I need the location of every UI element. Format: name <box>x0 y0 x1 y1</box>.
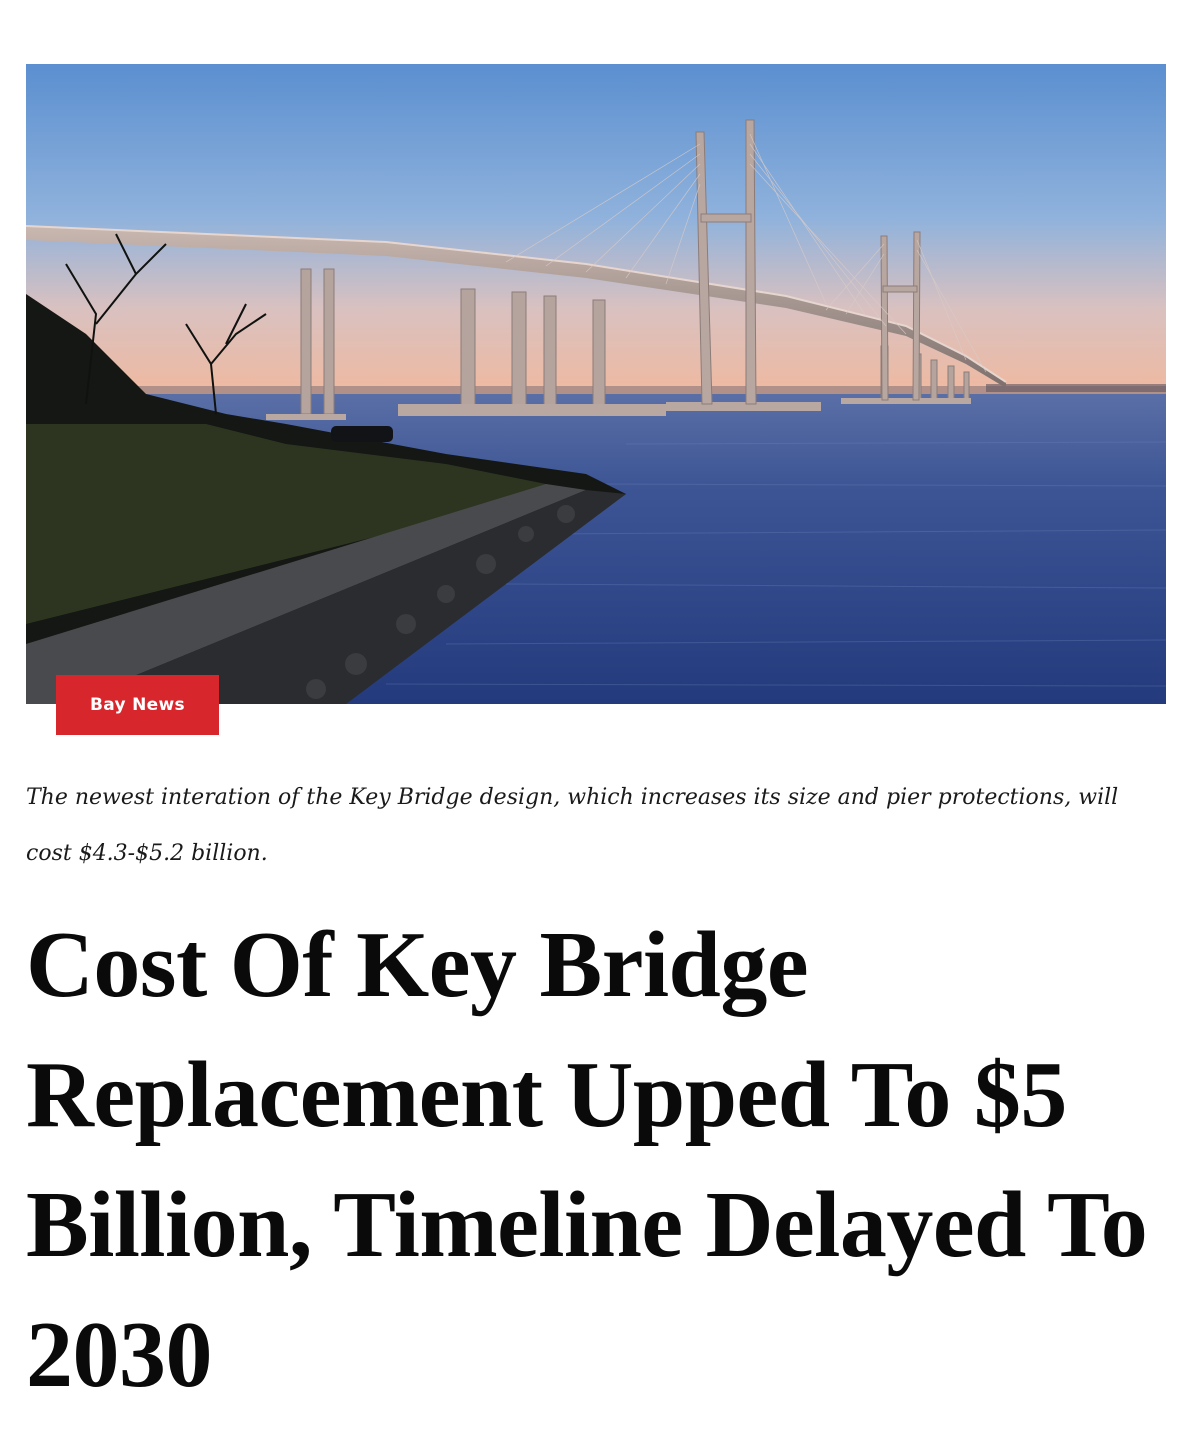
bridge-illustration <box>26 64 1166 704</box>
category-badge[interactable]: Bay News <box>56 675 219 735</box>
hero-image <box>26 64 1166 704</box>
article-headline: Cost Of Key Bridge Replacement Upped To $5 Billion, Timeline Delayed To 2030 <box>26 913 1148 1407</box>
image-caption: The newest interation of the Key Bridge design, which increases its size and pier protections, will cost $4.3-$5.2 billion. <box>26 785 1119 866</box>
